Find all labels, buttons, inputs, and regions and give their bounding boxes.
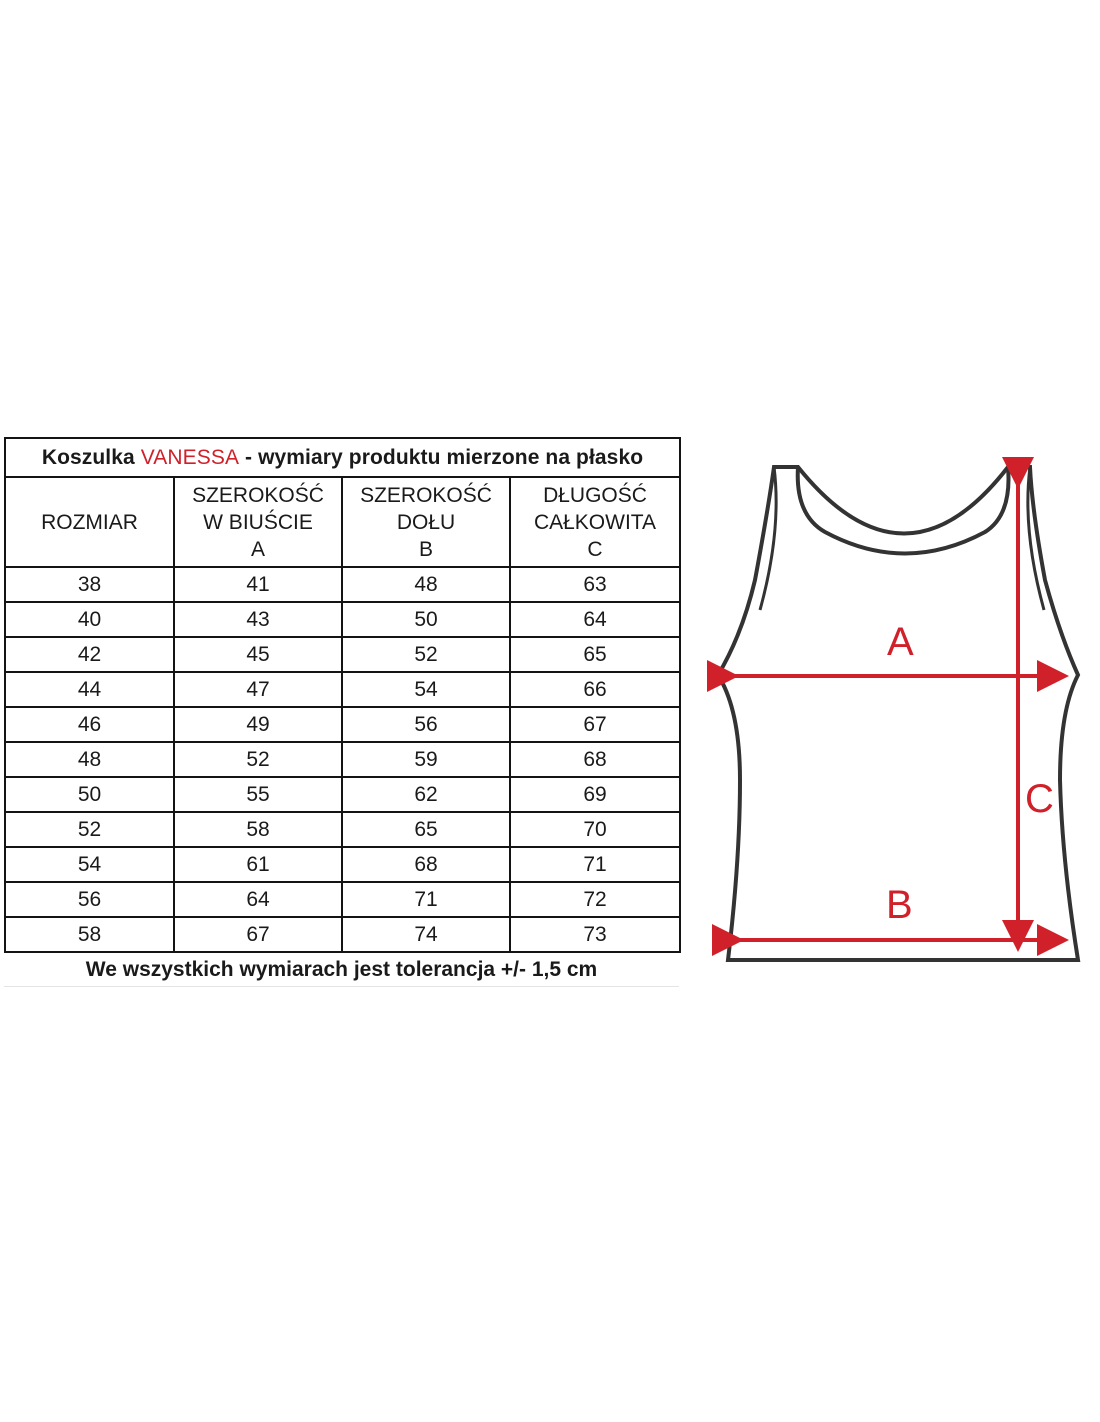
table-cell: 68: [510, 742, 680, 777]
table-cell: 43: [174, 602, 342, 637]
header-size: [5, 477, 174, 567]
table-row: [5, 917, 680, 952]
table-cell: 45: [174, 637, 342, 672]
table-row: [5, 847, 680, 882]
table-cell: 47: [174, 672, 342, 707]
table-cell: 61: [174, 847, 342, 882]
table-cell: 48: [342, 567, 510, 602]
table-cell: 56: [5, 882, 174, 917]
table-cell: 58: [5, 917, 174, 952]
table-cell: 50: [342, 602, 510, 637]
table-cell: 50: [5, 777, 174, 812]
table-cell: 74: [342, 917, 510, 952]
header-line: W BIUŚCIE: [203, 510, 313, 534]
table-row: [5, 567, 680, 602]
label-b: B: [886, 883, 913, 927]
table-cell: 70: [510, 812, 680, 847]
table-cell: 63: [510, 567, 680, 602]
table-cell: 52: [342, 637, 510, 672]
table-cell: 52: [174, 742, 342, 777]
table-cell: 52: [5, 812, 174, 847]
size-rows: [5, 567, 680, 952]
table-cell: 73: [510, 917, 680, 952]
size-table-container: [4, 437, 679, 953]
table-cell: 71: [510, 847, 680, 882]
label-c: C: [1025, 777, 1054, 821]
title-suffix: - wymiary produktu mierzone na płasko: [245, 445, 644, 469]
table-cell: 58: [174, 812, 342, 847]
table-title: [5, 438, 680, 477]
table-cell: 44: [5, 672, 174, 707]
label-a: A: [887, 620, 914, 664]
table-cell: 65: [342, 812, 510, 847]
header-line: DOŁU: [396, 510, 456, 534]
table-cell: 65: [510, 637, 680, 672]
header-line: SZEROKOŚĆ: [360, 483, 492, 507]
header-size-label: ROZMIAR: [41, 510, 138, 534]
table-cell: 49: [174, 707, 342, 742]
table-cell: 38: [5, 567, 174, 602]
table-row: [5, 777, 680, 812]
size-table: [4, 437, 681, 953]
table-cell: 54: [342, 672, 510, 707]
table-cell: 40: [5, 602, 174, 637]
table-cell: 67: [174, 917, 342, 952]
table-cell: 54: [5, 847, 174, 882]
table-row: [5, 602, 680, 637]
table-row: [5, 742, 680, 777]
table-cell: 62: [342, 777, 510, 812]
neckline-inner: [798, 467, 1009, 554]
header-total-length: [510, 477, 680, 567]
table-cell: 64: [510, 602, 680, 637]
table-cell: 68: [342, 847, 510, 882]
header-letter: B: [418, 537, 433, 561]
table-cell: 46: [5, 707, 174, 742]
table-row: [5, 672, 680, 707]
tank-top-diagram: [700, 440, 1100, 980]
table-cell: 56: [342, 707, 510, 742]
table-cell: 71: [342, 882, 510, 917]
title-prefix: Koszulka: [41, 445, 135, 469]
table-row: [5, 882, 680, 917]
table-row: [5, 637, 680, 672]
header-chest-width: [174, 477, 342, 567]
table-cell: 55: [174, 777, 342, 812]
header-line: SZEROKOŚĆ: [192, 483, 324, 507]
table-row: [5, 812, 680, 847]
tolerance-note: We wszystkich wymiarach jest tolerancja +/- 1,5 cm: [4, 953, 679, 987]
table-cell: 59: [342, 742, 510, 777]
header-line: DŁUGOŚĆ: [543, 483, 647, 507]
table-cell: 66: [510, 672, 680, 707]
table-cell: 69: [510, 777, 680, 812]
header-letter: C: [587, 537, 603, 561]
header-letter: A: [250, 537, 265, 561]
table-cell: 67: [510, 707, 680, 742]
table-cell: 72: [510, 882, 680, 917]
table-cell: 48: [5, 742, 174, 777]
table-cell: 64: [174, 882, 342, 917]
title-brand: VANESSA: [140, 445, 240, 469]
header-bottom-width: [342, 477, 510, 567]
table-row: [5, 707, 680, 742]
table-cell: 41: [174, 567, 342, 602]
table-cell: 42: [5, 637, 174, 672]
header-line: CAŁKOWITA: [533, 510, 657, 534]
